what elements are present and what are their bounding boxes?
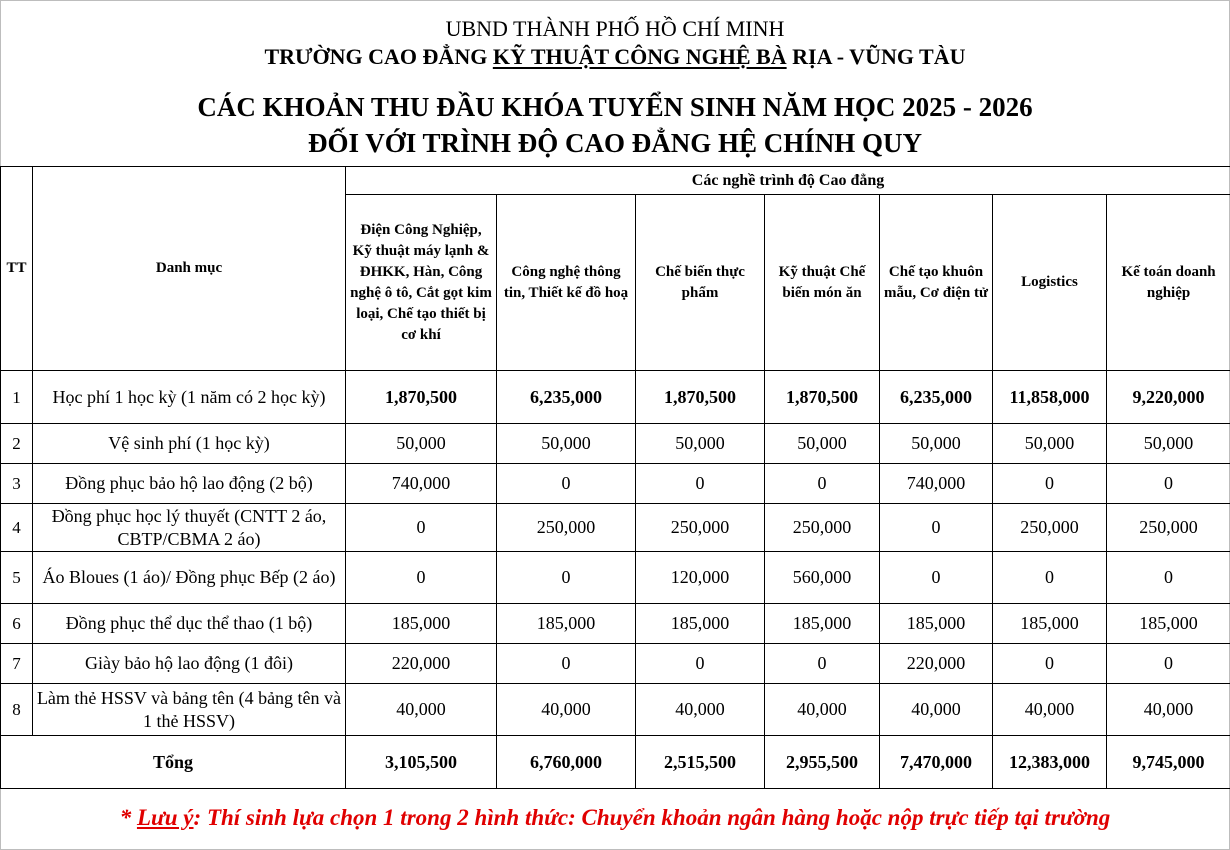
fee-cell: 0 bbox=[1107, 644, 1230, 684]
fee-cell: 250,000 bbox=[1107, 504, 1230, 552]
fee-table bbox=[0, 166, 1230, 789]
fee-cell: 0 bbox=[880, 504, 993, 552]
row-index: 2 bbox=[1, 424, 33, 464]
fee-cell: 0 bbox=[993, 552, 1107, 604]
table-row bbox=[1, 371, 1230, 424]
fee-cell: 0 bbox=[1107, 552, 1230, 604]
fee-cell: 185,000 bbox=[346, 604, 497, 644]
table-row bbox=[1, 552, 1230, 604]
table-header-row bbox=[1, 167, 1230, 195]
major-header: Điện Công Nghiệp, Kỹ thuật máy lạnh & ĐHKK, Hàn, Công nghệ ô tô, Cắt gọt kim loại, Chế tạo thiết bị cơ khí bbox=[346, 195, 497, 371]
footnote-text: : Thí sinh lựa chọn 1 trong 2 hình thức: Chuyển khoản ngân hàng hoặc nộp trực tiếp tại trường bbox=[193, 805, 1111, 830]
fee-cell: 0 bbox=[765, 644, 880, 684]
footnote-star: * bbox=[119, 805, 137, 830]
fee-cell: 50,000 bbox=[993, 424, 1107, 464]
fee-cell: 250,000 bbox=[636, 504, 765, 552]
school-name-part1: TRƯỜNG CAO ĐẲNG bbox=[264, 44, 493, 69]
col-header-category: Danh mục bbox=[33, 167, 346, 371]
fee-cell: 40,000 bbox=[765, 684, 880, 736]
major-header: Chế tạo khuôn mẫu, Cơ điện tử bbox=[880, 195, 993, 371]
total-cell: 2,515,500 bbox=[636, 736, 765, 789]
fee-cell: 0 bbox=[636, 464, 765, 504]
col-group-header: Các nghề trình độ Cao đẳng bbox=[346, 167, 1230, 195]
fee-cell: 50,000 bbox=[765, 424, 880, 464]
row-category: Đồng phục bảo hộ lao động (2 bộ) bbox=[33, 464, 346, 504]
row-category: Làm thẻ HSSV và bảng tên (4 bảng tên và 1 thẻ HSSV) bbox=[33, 684, 346, 736]
fee-cell: 1,870,500 bbox=[346, 371, 497, 424]
total-cell: 2,955,500 bbox=[765, 736, 880, 789]
fee-cell: 40,000 bbox=[497, 684, 636, 736]
table-row bbox=[1, 644, 1230, 684]
fee-cell: 50,000 bbox=[1107, 424, 1230, 464]
total-row bbox=[1, 736, 1230, 789]
major-header: Logistics bbox=[993, 195, 1107, 371]
row-index: 3 bbox=[1, 464, 33, 504]
major-header: Công nghệ thông tin, Thiết kế đồ hoạ bbox=[497, 195, 636, 371]
row-category: Đồng phục học lý thuyết (CNTT 2 áo, CBTP/CBMA 2 áo) bbox=[33, 504, 346, 552]
fee-cell: 0 bbox=[497, 552, 636, 604]
fee-cell: 185,000 bbox=[993, 604, 1107, 644]
authority-name: UBND THÀNH PHỐ HỒ CHÍ MINH bbox=[445, 16, 785, 41]
footnote-label: Lưu ý bbox=[136, 805, 194, 830]
row-category: Vệ sinh phí (1 học kỳ) bbox=[33, 424, 346, 464]
fee-cell: 9,220,000 bbox=[1107, 371, 1230, 424]
fee-cell: 40,000 bbox=[636, 684, 765, 736]
fee-cell: 185,000 bbox=[636, 604, 765, 644]
fee-cell: 250,000 bbox=[497, 504, 636, 552]
fee-cell: 50,000 bbox=[636, 424, 765, 464]
school-name-part3: RỊA - VŨNG TÀU bbox=[786, 44, 966, 69]
major-header: Chế biến thực phẩm bbox=[636, 195, 765, 371]
fee-cell: 185,000 bbox=[880, 604, 993, 644]
fee-cell: 40,000 bbox=[1107, 684, 1230, 736]
fee-cell: 1,870,500 bbox=[765, 371, 880, 424]
fee-cell: 0 bbox=[993, 464, 1107, 504]
fee-cell: 50,000 bbox=[346, 424, 497, 464]
fee-cell: 185,000 bbox=[497, 604, 636, 644]
total-cell: 6,760,000 bbox=[497, 736, 636, 789]
table-row bbox=[1, 504, 1230, 552]
row-category: Đồng phục thể dục thể thao (1 bộ) bbox=[33, 604, 346, 644]
footnote bbox=[0, 805, 1230, 831]
school-name-part2: KỸ THUẬT CÔNG NGHỆ BÀ bbox=[492, 44, 787, 69]
fee-cell: 1,870,500 bbox=[636, 371, 765, 424]
total-cell: 3,105,500 bbox=[346, 736, 497, 789]
table-row bbox=[1, 424, 1230, 464]
fee-cell: 40,000 bbox=[993, 684, 1107, 736]
fee-cell: 0 bbox=[346, 504, 497, 552]
row-index: 4 bbox=[1, 504, 33, 552]
row-index: 7 bbox=[1, 644, 33, 684]
fee-cell: 185,000 bbox=[765, 604, 880, 644]
fee-cell: 0 bbox=[993, 644, 1107, 684]
table-row bbox=[1, 604, 1230, 644]
row-index: 6 bbox=[1, 604, 33, 644]
col-header-tt: TT bbox=[1, 167, 33, 371]
fee-cell: 0 bbox=[497, 644, 636, 684]
fee-cell: 0 bbox=[497, 464, 636, 504]
row-category: Áo Bloues (1 áo)/ Đồng phục Bếp (2 áo) bbox=[33, 552, 346, 604]
fee-cell: 740,000 bbox=[880, 464, 993, 504]
fee-cell: 185,000 bbox=[1107, 604, 1230, 644]
fee-cell: 0 bbox=[636, 644, 765, 684]
total-cell: 7,470,000 bbox=[880, 736, 993, 789]
fee-cell: 40,000 bbox=[880, 684, 993, 736]
fee-cell: 220,000 bbox=[346, 644, 497, 684]
table-row bbox=[1, 684, 1230, 736]
fee-cell: 40,000 bbox=[346, 684, 497, 736]
total-cell: 9,745,000 bbox=[1107, 736, 1230, 789]
school-name bbox=[0, 44, 1230, 70]
fee-cell: 50,000 bbox=[497, 424, 636, 464]
major-header: Kỹ thuật Chế biến món ăn bbox=[765, 195, 880, 371]
fee-cell: 740,000 bbox=[346, 464, 497, 504]
fee-cell: 6,235,000 bbox=[880, 371, 993, 424]
row-category: Học phí 1 học kỳ (1 năm có 2 học kỳ) bbox=[33, 371, 346, 424]
table-row bbox=[1, 464, 1230, 504]
fee-cell: 0 bbox=[765, 464, 880, 504]
fee-cell: 0 bbox=[346, 552, 497, 604]
row-index: 5 bbox=[1, 552, 33, 604]
fee-cell: 6,235,000 bbox=[497, 371, 636, 424]
fee-cell: 220,000 bbox=[880, 644, 993, 684]
total-label: Tổng bbox=[1, 736, 346, 789]
row-index: 8 bbox=[1, 684, 33, 736]
document-subtitle: ĐỐI VỚI TRÌNH ĐỘ CAO ĐẲNG HỆ CHÍNH QUY bbox=[307, 128, 923, 158]
row-index: 1 bbox=[1, 371, 33, 424]
fee-cell: 0 bbox=[880, 552, 993, 604]
fee-cell: 0 bbox=[1107, 464, 1230, 504]
total-cell: 12,383,000 bbox=[993, 736, 1107, 789]
fee-cell: 50,000 bbox=[880, 424, 993, 464]
row-category: Giày bảo hộ lao động (1 đôi) bbox=[33, 644, 346, 684]
document-title: CÁC KHOẢN THU ĐẦU KHÓA TUYỂN SINH NĂM HỌC 2025 - 2026 bbox=[197, 92, 1033, 122]
fee-cell: 250,000 bbox=[765, 504, 880, 552]
fee-cell: 560,000 bbox=[765, 552, 880, 604]
fee-cell: 250,000 bbox=[993, 504, 1107, 552]
fee-cell: 120,000 bbox=[636, 552, 765, 604]
fee-cell: 11,858,000 bbox=[993, 371, 1107, 424]
major-header: Kế toán doanh nghiệp bbox=[1107, 195, 1230, 371]
